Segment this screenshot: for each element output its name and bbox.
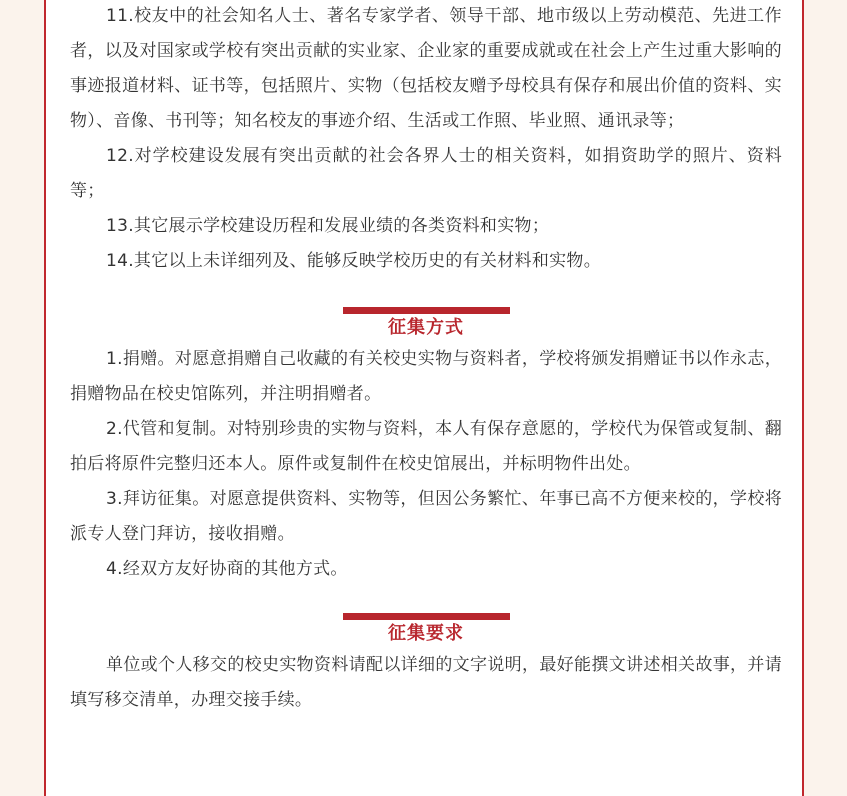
section-heading-method	[70, 307, 782, 342]
article-content	[70, 0, 782, 718]
heading-bar	[343, 613, 510, 620]
list-item: 2.代管和复制。对特别珍贵的实物与资料，本人有保存意愿的，学校代为保管或复制、翻拍后将原件完整归还本人。原件或复制件在校史馆展出，并标明物件出处。	[70, 419, 782, 474]
list-item: 14.其它以上未详细列及、能够反映学校历史的有关材料和实物。	[106, 251, 602, 271]
list-item: 11.校友中的社会知名人士、著名专家学者、领导干部、地市级以上劳动模范、先进工作者，以及对国家或学校有突出贡献的实业家、企业家的重要成就或在社会上产生过重大影响的事迹报道材料、证书等，包括照片、实物（包括校友赠予母校具有保存和展出价值的资料、实物）、音像、书刊等；知名校友的事迹介绍、生活或工作照、毕业照、通讯录等；	[70, 6, 782, 131]
section-title: 征集要求	[388, 623, 464, 644]
list-item: 12.对学校建设发展有突出贡献的社会各界人士的相关资料，如捐资助学的照片、资料等；	[70, 146, 782, 201]
list-item: 3.拜访征集。对愿意提供资料、实物等，但因公务繁忙、年事已高不方便来校的，学校将派专人登门拜访，接收捐赠。	[70, 489, 782, 544]
article-page	[44, 0, 804, 796]
section-title: 征集方式	[388, 317, 464, 338]
list-item: 4.经双方友好协商的其他方式。	[106, 559, 348, 579]
section-heading-requirement	[70, 613, 782, 648]
list-item: 13.其它展示学校建设历程和发展业绩的各类资料和实物；	[106, 216, 550, 236]
list-item: 1.捐赠。对愿意捐赠自己收藏的有关校史实物与资料者，学校将颁发捐赠证书以作永志，捐赠物品在校史馆陈列，并注明捐赠者。	[70, 349, 782, 404]
heading-bar	[343, 307, 510, 314]
requirement-text: 单位或个人移交的校史实物资料请配以详细的文字说明，最好能撰文讲述相关故事，并请填写移交清单，办理交接手续。	[70, 655, 782, 710]
